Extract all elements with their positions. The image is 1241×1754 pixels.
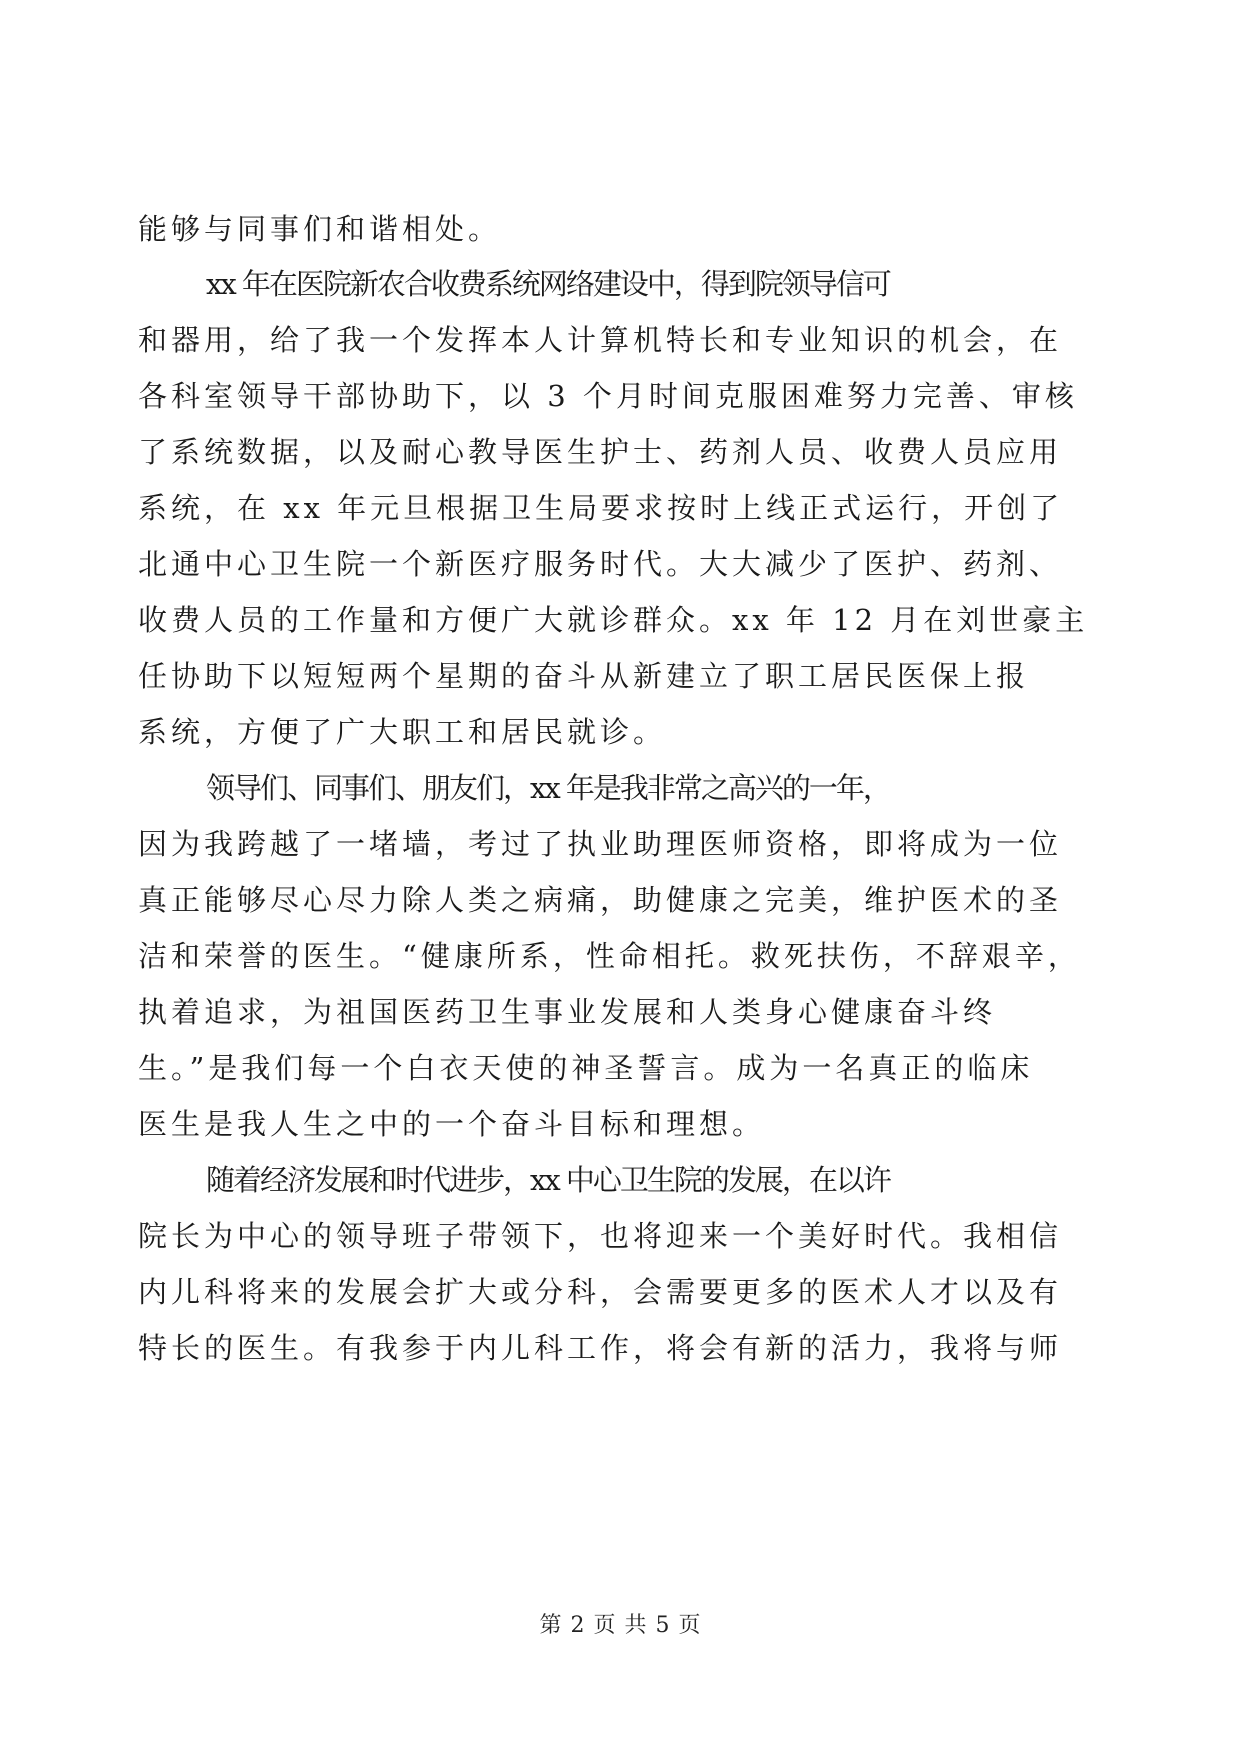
text-line: 因为我跨越了一堵墙，考过了执业助理医师资格，即将成为一位 [138, 827, 1063, 861]
text-line: 了系统数据，以及耐心教导医生护士、药剂人员、收费人员应用 [138, 435, 1063, 469]
text-line: 医生是我人生之中的一个奋斗目标和理想。 [138, 1107, 766, 1141]
text-line: 系统，方便了广大职工和居民就诊。 [138, 715, 667, 749]
text-line: 系统，在 xx 年元旦根据卫生局要求按时上线正式运行，开创了 [138, 491, 1064, 525]
text-line: 各科室领导干部协助下，以 3 个月时间克服困难努力完善、审核 [138, 379, 1078, 413]
text-line: 洁和荣誉的医生。“健康所系，性命相托。救死扶伤，不辞艰辛， [138, 939, 1081, 973]
text-line: 生。”是我们每一个白衣天使的神圣誓言。成为一名真正的临床 [138, 1051, 1034, 1085]
text-line: 能够与同事们和谐相处。 [138, 212, 502, 246]
text-line: 院长为中心的领导班子带领下，也将迎来一个美好时代。我相信 [138, 1219, 1063, 1253]
text-line: 北通中心卫生院一个新医疗服务时代。大大减少了医护、药剂、 [138, 547, 1063, 581]
text-line: 特长的医生。有我参于内儿科工作，将会有新的活力，我将与师 [138, 1331, 1063, 1365]
paragraph-first-line: xx 年在医院新农合收费系统网络建设中，得到院领导信可 [206, 267, 890, 301]
page-number-footer: 第 2 页 共 5 页 [539, 1613, 702, 1638]
text-line: 和器用，给了我一个发挥本人计算机特长和专业知识的机会，在 [138, 323, 1063, 357]
text-line: 内儿科将来的发展会扩大或分科，会需要更多的医术人才以及有 [138, 1275, 1063, 1309]
text-line: 任协助下以短短两个星期的奋斗从新建立了职工居民医保上报 [138, 659, 1030, 693]
text-line: 真正能够尽心尽力除人类之病痛，助健康之完美，维护医术的圣 [138, 883, 1063, 917]
text-line: 收费人员的工作量和方便广大就诊群众。xx 年 12 月在刘世豪主 [138, 603, 1089, 637]
paragraph-first-line: 领导们、同事们、朋友们，xx 年是我非常之高兴的一年， [206, 771, 890, 805]
text-line: 执着追求，为祖国医药卫生事业发展和人类身心健康奋斗终 [138, 995, 997, 1029]
paragraph-first-line: 随着经济发展和时代进步，xx 中心卫生院的发展，在以许 [206, 1163, 890, 1197]
